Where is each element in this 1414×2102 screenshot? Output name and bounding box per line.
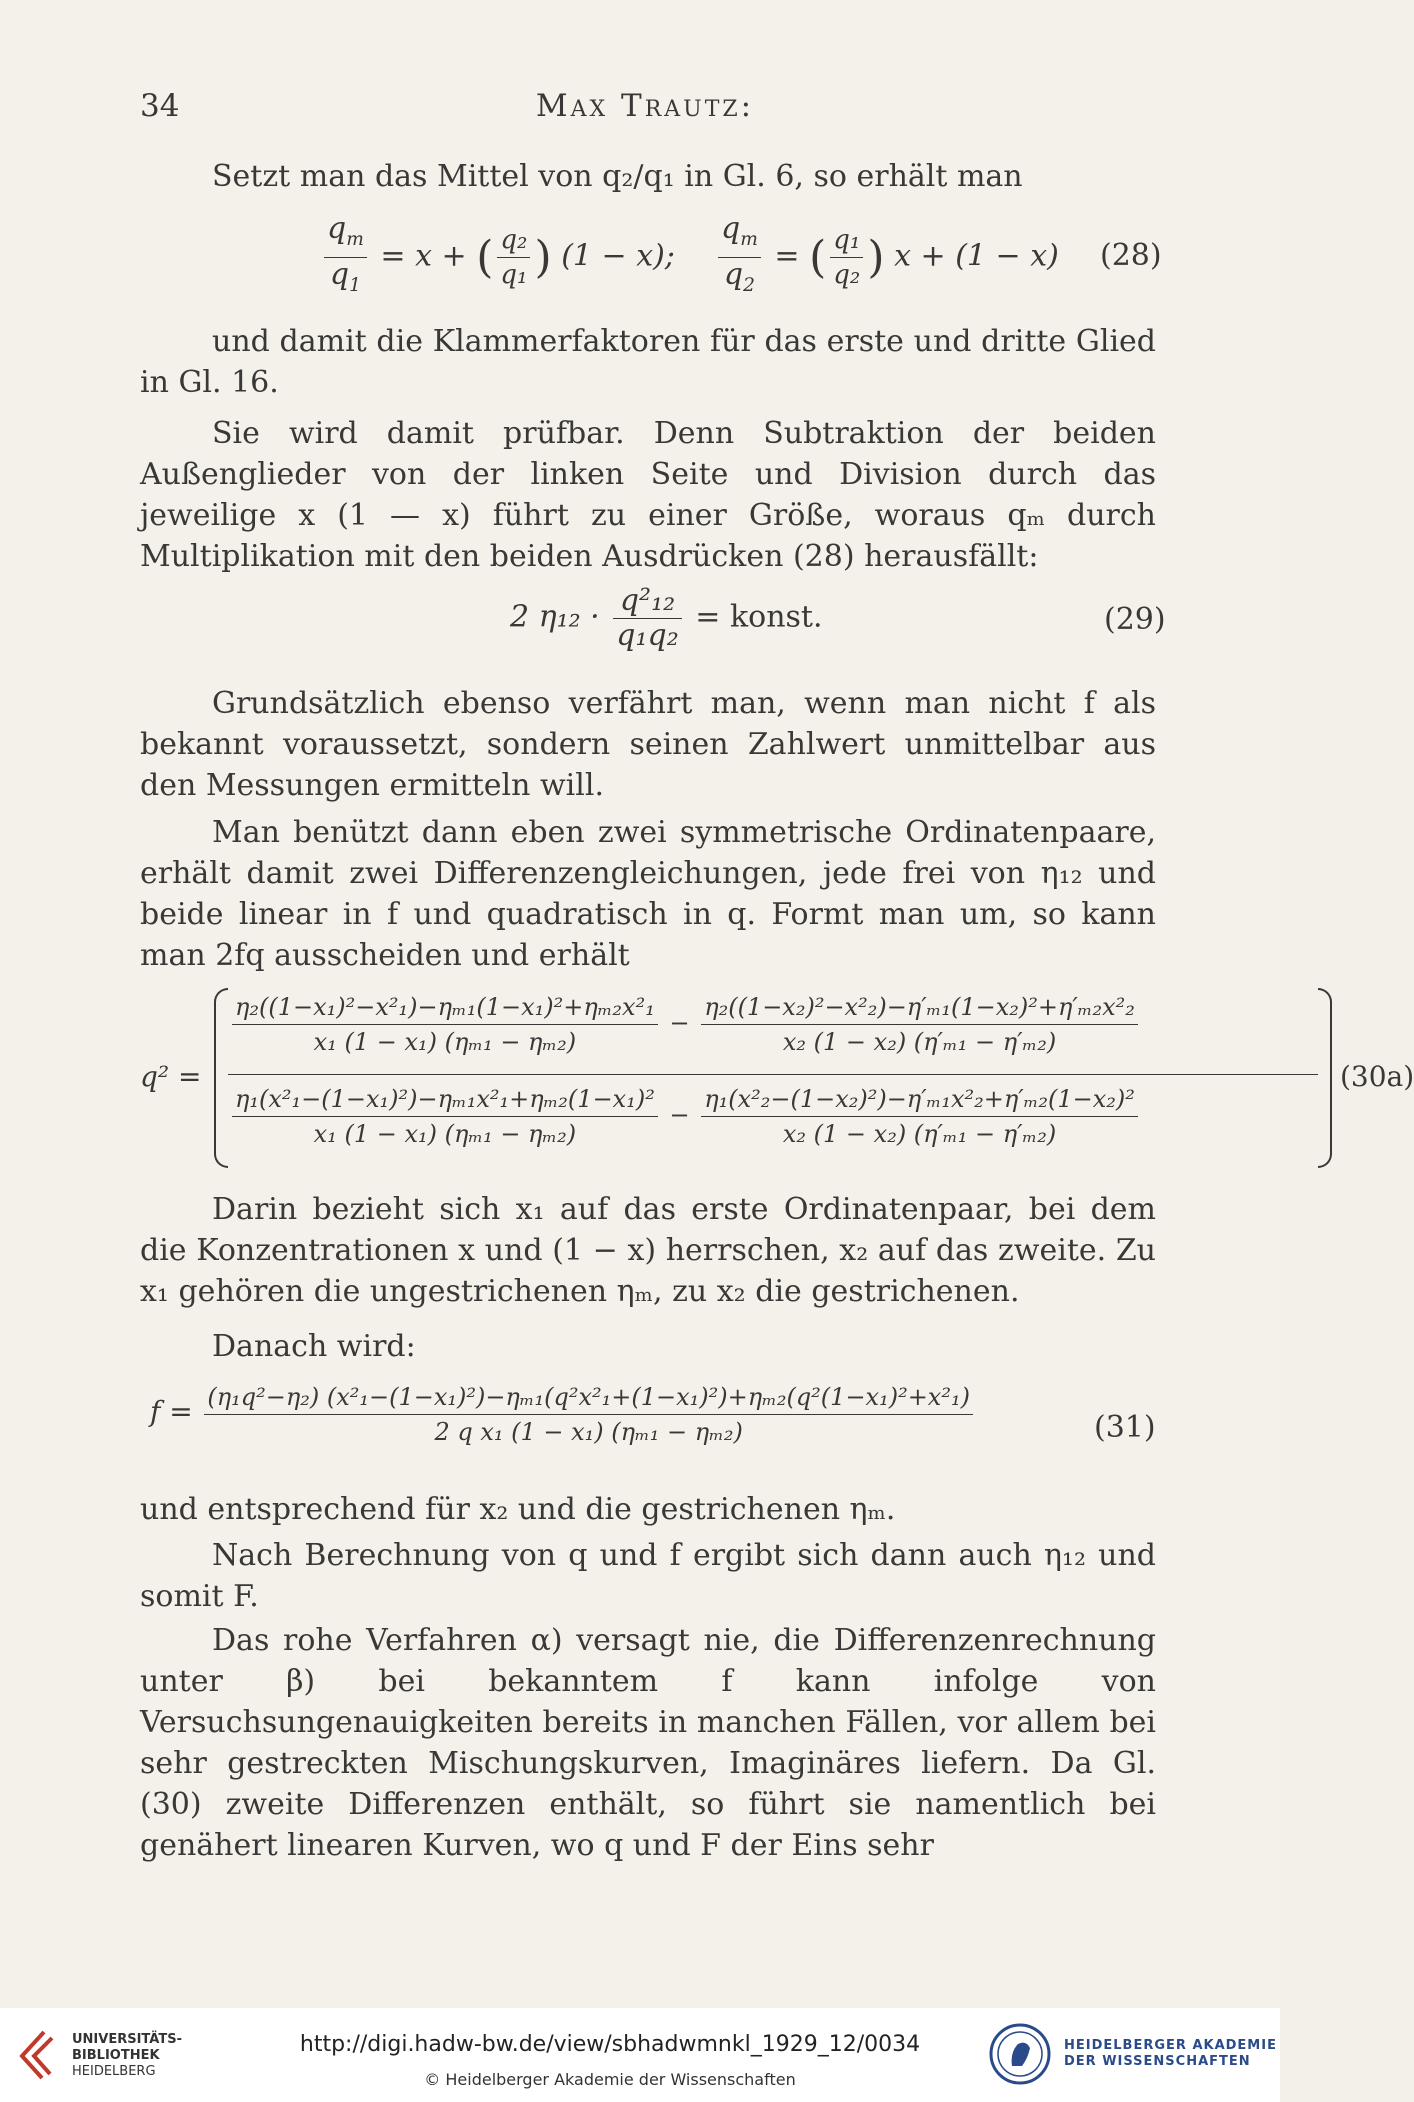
equation-31-label: (31) xyxy=(1094,1410,1156,1445)
paragraph-9: Nach Berechnung von q und f ergibt sich dann auch η₁₂ und somit F. xyxy=(140,1538,1156,1614)
equation-30a-denominator: $\frac{\text{η₁(x²₁−(1−x₁)²)−ηₘ₁x²₁+ηₘ₂(1−x₁)²}}{\text{x₁ (1 − x₁) (ηₘ₁ − ηₘ₂)}}$ − $\frac{\text{η₁(x²₂−(1−x₂)²)−η′ₘ₁x²₂+η′ₘ₂(1−x₂)²}}{\text{x₂ (1 − x₂) (η′ₘ₁ − η′ₘ₂)}}$ xyxy=(228,1082,1142,1151)
left-brace xyxy=(214,988,228,1168)
copyright-notice: © Heidelberger Akademie der Wissenschaften xyxy=(424,2070,796,2089)
running-title: Max Trautz: xyxy=(535,88,755,124)
equation-30a-label: (30a) xyxy=(1340,1060,1414,1093)
paragraph-10: Das rohe Verfahren α) versagt nie, die Differenzenrechnung unter β) bei bekanntem f kann infolge von Versuchsungenauigkeiten bereits in manchen Fällen, vor allem bei sehr gestreckten Mischungskurven, Imaginäres liefern. Da Gl. (30) zweite Differenzen enthält, so führt sie namentlich bei genähert linearen Kurven, wo q und F der Eins sehr xyxy=(140,1623,1156,1863)
equation-30a xyxy=(140,986,1414,1168)
equation-29: 2 η₁₂ · $\frac{\text{q²₁₂}}{\text{q₁q₂}}$ = konst. xyxy=(510,583,823,653)
equation-31: f = (η₁q²−η₂) (x²₁−(1−x₁)²)−ηₘ₁(q²x²₁+(1−x₁)²)+ηₘ₂(q²(1−x₁)²+x²₁) 2 q x₁ (1 − x₁) (ηₘ₁ − ηₘ₂) xyxy=(150,1380,977,1449)
paragraph-1: Setzt man das Mittel von q₂/q₁ in Gl. 6, so erhält man xyxy=(212,159,1023,194)
viewer-footer xyxy=(0,2008,1280,2102)
equation-30a-numerator: $\frac{\text{η₂((1−x₁)²−x²₁)−ηₘ₁(1−x₁)²+ηₘ₂x²₁}}{\text{x₁ (1 − x₁) (ηₘ₁ − ηₘ₂)}}$ − $\frac{\text{η₂((1−x₂)²−x²₂)−η′ₘ₁(1−x₂)²+η′ₘ₂x²₂}}{\text{x₂ (1 − x₂) (η′ₘ₁ − η′ₘ₂)}}$ xyxy=(228,990,1142,1059)
paragraph-2: und damit die Klammerfaktoren für das erste und dritte Glied in Gl. 16. xyxy=(140,324,1156,400)
equation-30a-lhs: q² = xyxy=(140,1060,202,1093)
paragraph-5: Man benützt dann eben zwei symmetrische Ordinatenpaare, erhält damit zwei Differenzengleichungen, jede frei von η₁₂ und beide linear in f und quadratisch in q. Formt man um, so kann man 2fq ausscheiden und erhält xyxy=(140,815,1156,973)
main-fraction-bar xyxy=(228,1074,1318,1075)
paragraph-7: Danach wird: xyxy=(212,1329,416,1364)
paragraph-8: und entsprechend für x₂ und die gestrichenen ηₘ. xyxy=(140,1492,896,1527)
academy-name: HEIDELBERGER AKADEMIE DER WISSENSCHAFTEN xyxy=(1064,2038,1277,2069)
right-brace xyxy=(1318,988,1332,1168)
page-number: 34 xyxy=(140,88,180,124)
university-library-name: UNIVERSITÄTS- BIBLIOTHEK HEIDELBERG xyxy=(72,2032,182,2079)
paragraph-3: Sie wird damit prüfbar. Denn Subtraktion der beiden Außenglieder von der linken Seite und Division durch das jeweilige x (1 — x) führt zu einer Größe, woraus qₘ durch Multiplikation mit den beiden Ausdrücken (28) herausfällt: xyxy=(140,416,1156,574)
academy-seal-icon xyxy=(988,2022,1052,2086)
page-header xyxy=(140,88,1150,128)
source-url-link[interactable]: http://digi.hadw-bw.de/view/sbhadwmnkl_1929_12/0034 xyxy=(299,2032,921,2057)
paragraph-4: Grundsätzlich ebenso verfährt man, wenn man nicht f als bekannt voraussetzt, sondern seinen Zahlwert unmittelbar aus den Messungen ermitteln will. xyxy=(140,686,1156,803)
paragraph-6: Darin bezieht sich x₁ auf das erste Ordinatenpaar, bei dem die Konzentrationen x und (1 − x) herrschen, x₂ auf das zweite. Zu x₁ gehören die ungestrichenen ηₘ, zu x₂ die gestrichenen. xyxy=(140,1192,1156,1309)
equation-29-label: (29) xyxy=(1104,602,1166,637)
university-library-logo-icon xyxy=(14,2028,64,2082)
equation-28: $\frac{q_m}{q_1}$ = x + ( $\frac{\text{q₂}}{\text{q₁}}$ ) (1 − x); $\frac{q_m}{q_2}$ = ( $\frac{\text{q₁}}{\text{q₂}}$ ) x + (1 − x) xyxy=(320,212,1059,303)
equation-28-label: (28) xyxy=(1100,238,1162,273)
